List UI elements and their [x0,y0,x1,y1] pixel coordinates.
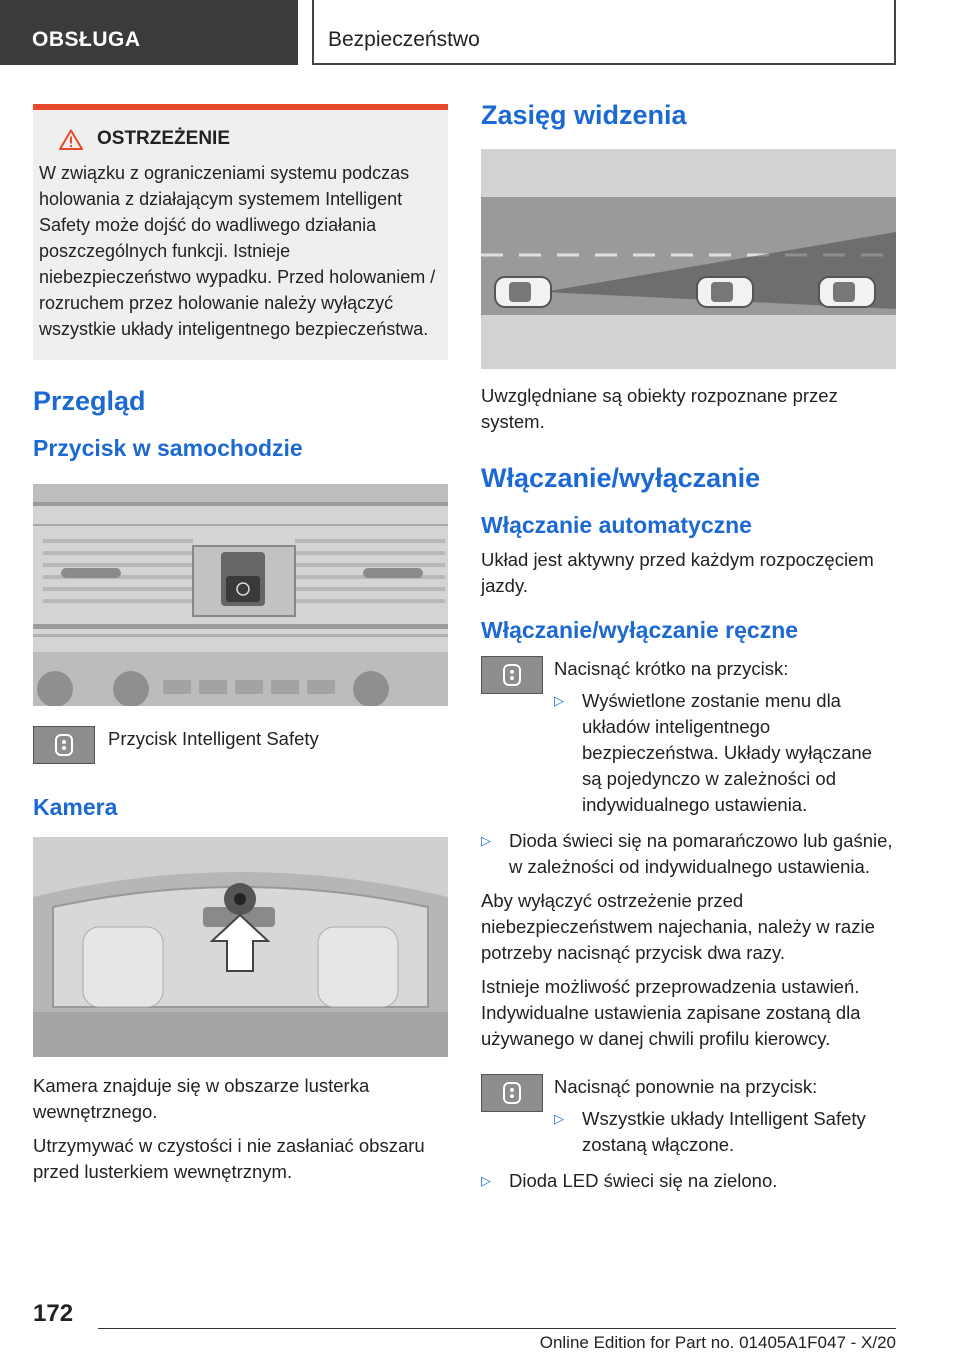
manual-heading: Włączanie/wyłączanie ręczne [481,617,799,643]
led-bullet-2 [481,1168,896,1194]
bullet-triangle-icon: ▷ [481,833,491,848]
press2-bullet [554,1106,896,1158]
button-caption-row [33,726,448,764]
warning-title-text: OSTRZEŻENIE [97,128,231,149]
camera-heading: Kamera [33,794,118,820]
led-bullet-1 [481,828,896,880]
auto-heading: Włączanie automatyczne [481,512,752,538]
press1-bullet-text: Wyświetlone zostanie menu dla układów inteligentnego bezpieczeństwa. Układy wyłączane są pojedynczo w zależności od indywidualnego ustawienia. [582,690,872,815]
bullet-triangle-icon: ▷ [481,1173,491,1188]
press2-text: Nacisnąć ponownie na przycisk: [554,1076,818,1097]
camera-paragraph-1: Kamera znajduje się w obszarze lusterka wewnętrznego. [33,1075,370,1122]
chapter-tab: Bezpieczeństwo [312,0,896,65]
press2-bullet-text: Wszystkie układy Intelligent Safety zostaną włączone. [582,1108,866,1155]
intelligent-safety-button-icon [481,656,543,694]
button-caption: Przycisk Intelligent Safety [108,728,319,749]
double-press-paragraph: Aby wyłączyć ostrzeżenie przed niebezpieczeństwem najechania, należy w razie potrzeby nacisnąć przycisk dwa razy. [481,890,875,963]
footer-divider [98,1328,896,1329]
settings-paragraph: Istnieje możliwość przeprowadzenia ustawień. Indywidualne ustawienia zapisane zostaną dla używanego w danej chwili profilu kierowcy. [481,976,861,1049]
bullet-triangle-icon: ▷ [554,1111,564,1126]
range-heading: Zasięg widzenia [481,100,687,130]
press2-row [481,1074,896,1158]
page-number: 172 [33,1300,74,1327]
press1-bullet [554,688,896,818]
overview-heading: Przegląd [33,386,146,416]
camera-figure [33,837,448,1057]
right-column [481,100,896,1194]
auto-text: Układ jest aktywny przed każdym rozpoczęciem jazdy. [481,549,874,596]
dashboard-button-figure [33,484,448,706]
warning-triangle-icon [59,129,83,150]
onoff-heading: Włączanie/wyłączanie [481,463,761,493]
bullet-triangle-icon: ▷ [554,693,564,708]
intelligent-safety-button-icon [481,1074,543,1112]
led-bullet-1-text: Dioda świeci się na pomarańczowo lub gaśnie, w zależności od indywidualnego ustawienia. [509,830,893,877]
press1-text: Nacisnąć krótko na przycisk: [554,658,789,679]
intelligent-safety-button-icon [33,726,95,764]
left-column [33,104,448,1185]
warning-box [33,104,448,360]
warning-text: W związku z ograniczeniami systemu podczas holowania z działającym systemem Intelligent Safety może dojść do wadliwego działania poszczególnych funkcji. Istnieje niebezpieczeństwo wypadku. Przed holowaniem / rozruchem przez holowanie należy wyłączyć wszystkie układy inteligentnego bezpieczeństwa. [39,163,436,339]
range-caption: Uwzględniane są obiekty rozpoznane przez system. [481,385,838,432]
detection-range-figure [481,149,896,369]
led-bullet-2-text: Dioda LED świeci się na zielono. [509,1170,778,1191]
camera-paragraph-2: Utrzymywać w czystości i nie zasłaniać obszaru przed lusterkiem wewnętrznym. [33,1135,425,1182]
button-heading: Przycisk w samochodzie [33,435,303,461]
footer-edition: Online Edition for Part no. 01405A1F047 - X/20 [539,1333,896,1352]
press1-row [481,656,896,818]
section-tab: OBSŁUGA [0,0,298,65]
warning-title [59,128,440,150]
